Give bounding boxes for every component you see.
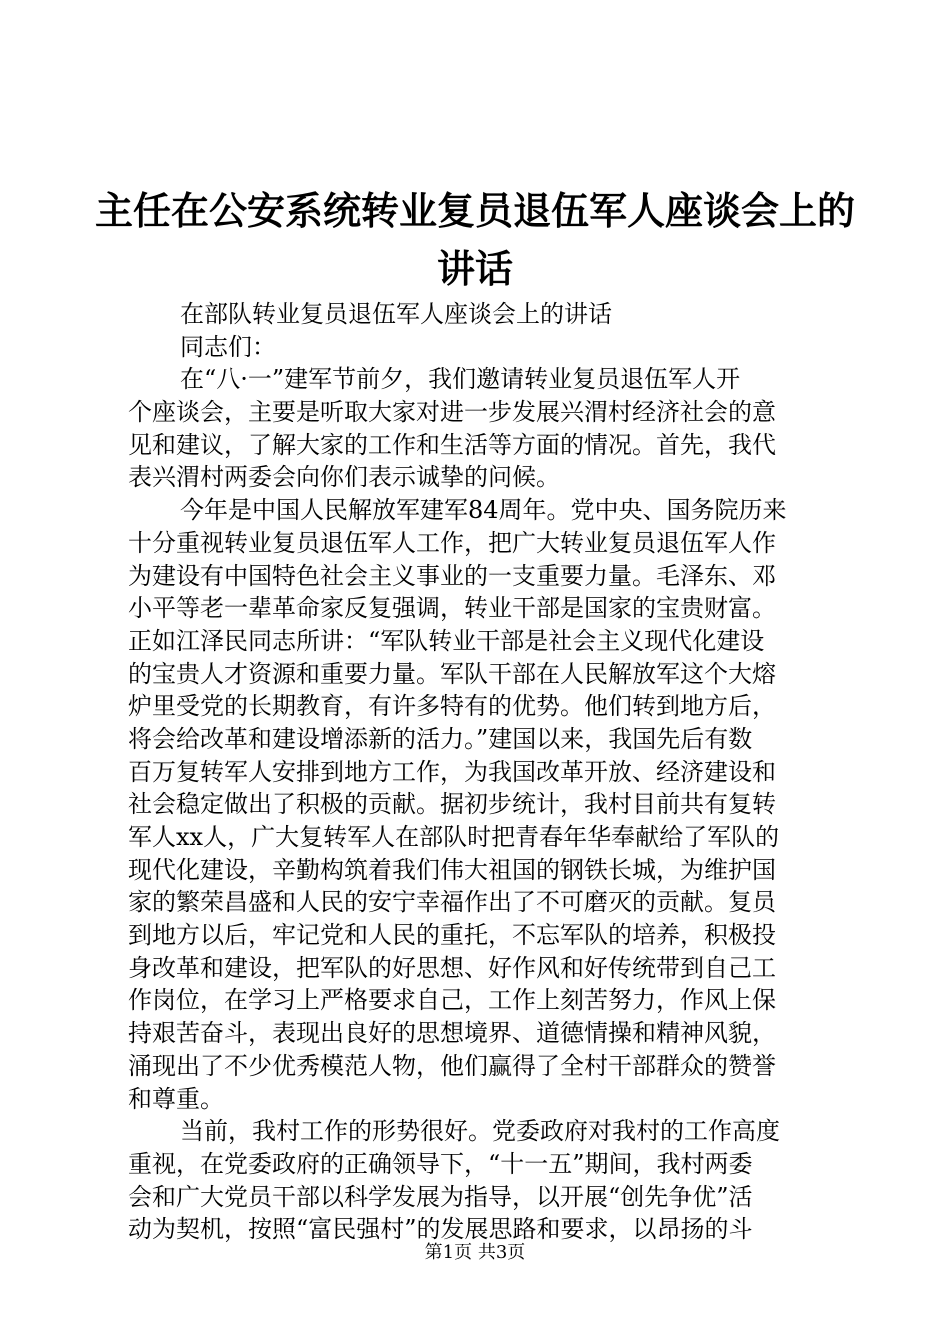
body-text-line: 军人xx人，广大复转军人在部队时把青春年华奉献给了军队的	[128, 823, 780, 851]
body-text-line: 为建设有中国特色社会主义事业的一支重要力量。毛泽东、邓	[128, 561, 776, 590]
body-text-line: 动为契机，按照“富民强村”的发展思路和要求，以昂扬的斗	[128, 1215, 753, 1244]
document-title-line-1: 主任在公安系统转业复员退伍军人座谈会上的	[94, 188, 855, 233]
body-text-line: 的宝贵人才资源和重要力量。军队干部在人民解放军这个大熔	[128, 659, 776, 688]
body-text-line: 涌现出了不少优秀模范人物，他们赢得了全村干部群众的赞誉	[128, 1051, 776, 1080]
body-text-line: 同志们：	[180, 332, 276, 361]
page-footer: 第1页 共3页	[424, 1242, 526, 1263]
body-text-line: 小平等老一辈革命家反复强调，转业干部是国家的宝贵财富。	[128, 594, 776, 623]
body-text-line: 身改革和建设，把军队的好思想、好作风和好传统带到自己工	[128, 953, 776, 982]
body-text-line: 当前，我村工作的形势很好。党委政府对我村的工作高度	[180, 1117, 780, 1146]
body-text-line: 会和广大党员干部以科学发展为指导，以开展“创先争优”活	[128, 1182, 753, 1211]
body-text-line: 现代化建设，辛勤构筑着我们伟大祖国的钢铁长城，为维护国	[128, 855, 776, 884]
body-text-line: 作岗位，在学习上严格要求自己，工作上刻苦努力，作风上保	[128, 986, 776, 1015]
body-text-line: 社会稳定做出了积极的贡献。据初步统计，我村目前共有复转	[128, 790, 776, 819]
body-text-line: 在“八·一”建军节前夕，我们邀请转业复员退伍军人开	[180, 365, 741, 394]
body-text-line: 到地方以后，牢记党和人民的重托，不忘军队的培养，积极投	[128, 921, 776, 950]
body-text-line: 表兴渭村两委会向你们表示诚挚的问候。	[128, 463, 560, 492]
body-text-line: 个座谈会，主要是听取大家对进一步发展兴渭村经济社会的意	[128, 398, 776, 427]
body-text-line: 在部队转业复员退伍军人座谈会上的讲话	[180, 300, 612, 328]
body-text-line: 见和建议，了解大家的工作和生活等方面的情况。首先，我代	[128, 430, 776, 459]
document-title-line-2: 讲话	[436, 246, 513, 291]
body-text-line: 重视，在党委政府的正确领导下，“十一五”期间，我村两委	[128, 1149, 753, 1178]
body-text-line: 和尊重。	[128, 1084, 224, 1113]
body-text-line: 炉里受党的长期教育，有许多特有的优势。他们转到地方后，	[128, 692, 776, 721]
body-text-line: 正如江泽民同志所讲：“军队转业干部是社会主义现代化建设	[128, 626, 765, 655]
body-text-line: 家的繁荣昌盛和人民的安宁幸福作出了不可磨灭的贡献。复员	[128, 888, 776, 917]
body-text-line: 百万复转军人安排到地方工作，为我国改革开放、经济建设和	[128, 757, 776, 786]
document-body	[128, 298, 828, 1246]
body-text-line: 持艰苦奋斗，表现出良好的思想境界、道德情操和精神风貌，	[128, 1019, 776, 1048]
body-text-line: 今年是中国人民解放军建军84周年。党中央、国务院历来	[180, 496, 787, 525]
body-text-line: 十分重视转业复员退伍军人工作，把广大转业复员退伍军人作	[128, 528, 776, 557]
body-text-line: 将会给改革和建设增添新的活力。”建国以来，我国先后有数	[128, 724, 753, 753]
